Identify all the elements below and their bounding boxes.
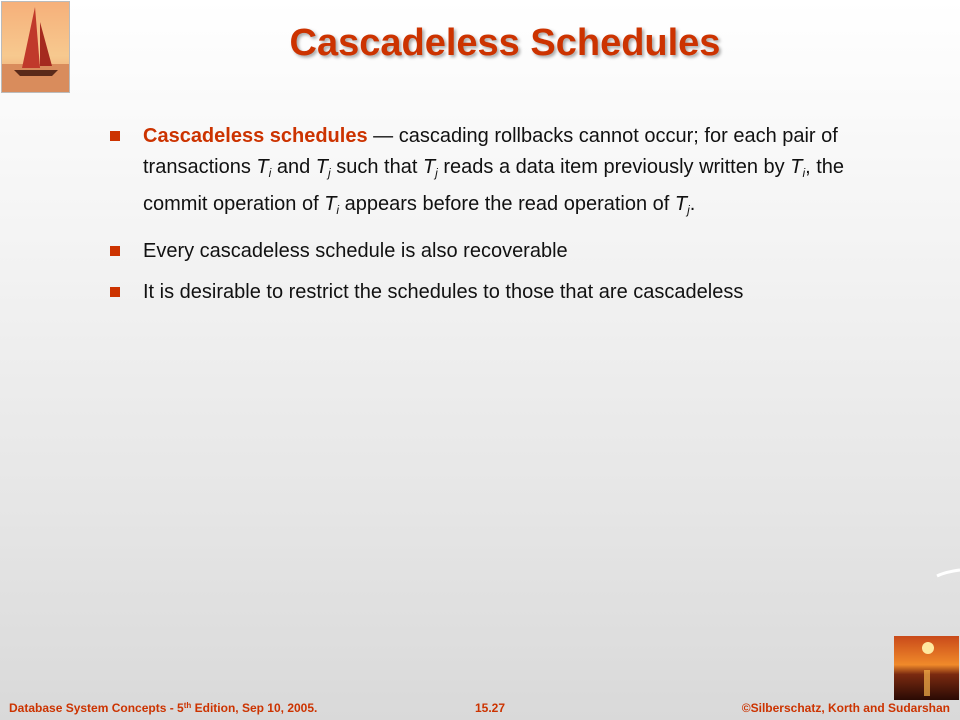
square-bullet-icon — [110, 287, 120, 297]
square-bullet-icon — [110, 246, 120, 256]
bullet-list — [110, 121, 900, 318]
square-bullet-icon — [110, 131, 120, 141]
bullet-item-definition: Cascadeless schedules — cascading rollbacks cannot occur; for each pair of transactions $T_i$ and $T_j$ such that $T_j$ reads a data item previously written by $T_i$, the commit operation of $T_i$ appears before the read operation of $T_j$. — [110, 121, 900, 226]
footer-page-number: 15.27 — [475, 701, 506, 715]
footer-book-info: Database System Concepts - 5th Edition, Sep 10, 2005. — [9, 701, 318, 715]
bullet-item-desirable: It is desirable to restrict the schedules to those that are cascadeless — [110, 277, 900, 308]
slide-title: Cascadeless Schedules — [289, 22, 721, 64]
bullet-item-recoverable: Every cascadeless schedule is also recoverable — [110, 236, 900, 267]
term-cascadeless-schedules: Cascadeless schedules — [143, 125, 368, 147]
decorative-swoosh-icon — [935, 560, 960, 590]
footer-copyright: ©Silberschatz, Korth and Sudarshan — [741, 701, 950, 715]
sunset-image — [894, 636, 959, 700]
